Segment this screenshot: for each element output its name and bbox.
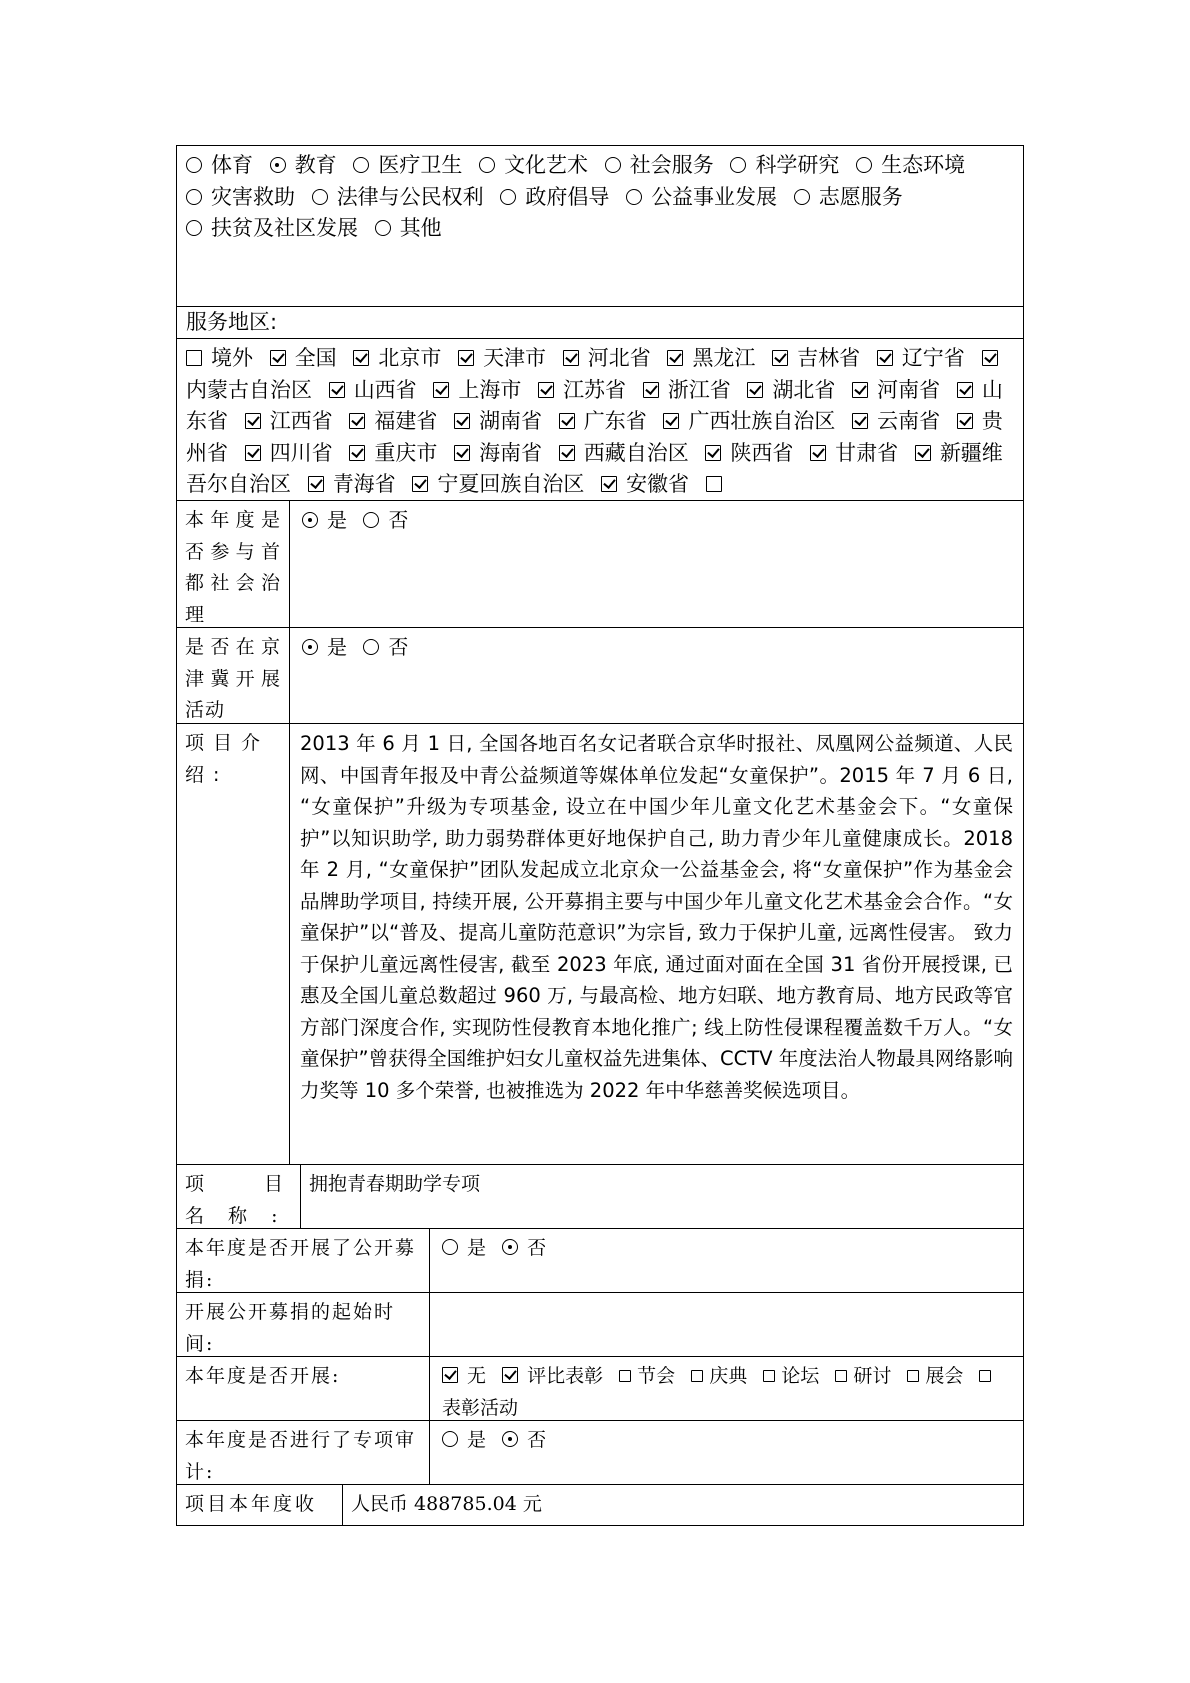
region-option-14[interactable]: 河南省	[852, 378, 940, 402]
checkbox-icon	[979, 1370, 991, 1382]
region-option-32[interactable]: 安徽省	[601, 472, 689, 496]
region-option-19[interactable]: 广东省	[559, 409, 647, 433]
region-option-28[interactable]: 甘肃省	[810, 441, 898, 465]
region-option-31[interactable]: 宁夏回族自治区	[412, 472, 584, 496]
special-audit-no[interactable]: 否	[502, 1429, 546, 1451]
category-option-3[interactable]: 文化艺术	[479, 153, 588, 177]
fundraising-start-row	[177, 1292, 1023, 1356]
region-option-33[interactable]	[706, 472, 731, 496]
region-option-22[interactable]: 贵州省	[186, 409, 1003, 465]
capital-governance-label: 本年度是否参与首都社会治理	[177, 501, 290, 627]
radio-selected-icon	[302, 512, 318, 528]
checkbox-checked-icon	[915, 445, 931, 461]
public-fundraising-options	[430, 1229, 1023, 1292]
checkbox-checked-icon	[245, 445, 261, 461]
category-option-5[interactable]: 科学研究	[730, 153, 839, 177]
jingjinji-options	[290, 628, 1023, 723]
category-option-4[interactable]: 社会服务	[605, 153, 714, 177]
public-fundraising-no[interactable]: 否	[502, 1237, 546, 1259]
region-option-9[interactable]: 山西省	[329, 378, 417, 402]
category-option-1[interactable]: 教育	[270, 153, 337, 177]
radio-icon	[353, 157, 369, 173]
public-fundraising-label: 本年度是否开展了公开募捐:	[177, 1229, 430, 1292]
checkbox-checked-icon	[433, 382, 449, 398]
region-option-0[interactable]: 境外	[186, 346, 253, 370]
checkbox-checked-icon	[852, 382, 868, 398]
region-option-12[interactable]: 浙江省	[643, 378, 731, 402]
category-option-13[interactable]: 其他	[375, 216, 442, 240]
checkbox-checked-icon	[705, 445, 721, 461]
checkbox-checked-icon	[663, 413, 679, 429]
checkbox-checked-icon	[559, 413, 575, 429]
radio-icon	[442, 1239, 458, 1255]
region-option-23[interactable]: 四川省	[245, 441, 333, 465]
category-option-0[interactable]: 体育	[186, 153, 253, 177]
form-table	[176, 145, 1024, 1526]
project-name-value: 拥抱青春期助学专项	[309, 1173, 481, 1195]
category-option-8[interactable]: 法律与公民权利	[312, 185, 484, 209]
public-fundraising-yes[interactable]: 是	[442, 1237, 486, 1259]
activities-row	[177, 1356, 1023, 1420]
region-option-13[interactable]: 湖北省	[747, 378, 835, 402]
activity-option-6[interactable]: 展会	[907, 1365, 963, 1387]
checkbox-checked-icon	[559, 445, 575, 461]
activities-label: 本年度是否开展:	[177, 1357, 430, 1420]
radio-selected-icon	[302, 639, 318, 655]
region-option-1[interactable]: 全国	[270, 346, 337, 370]
checkbox-checked-icon	[852, 413, 868, 429]
radio-icon	[363, 512, 379, 528]
intro-text: 2013 年 6 月 1 日, 全国各地百名女记者联合京华时报社、凤凰网公益频道、人民网、中国青年报及中青公益频道等媒体单位发起“女童保护”。2015 年 7 月 6 日, “女童保护”升级为专项基金, 设立在中国少年儿童文化艺术基金会下。“女童保护”以知识助学, 助力弱势群体更好地保护自己, 助力青少年儿童健康成长。2018 年 2 月, “女童保护”团队发起成立北京众一公益基金会, 将“女童保护”作为基金会品牌助学项目, 持续开展, 公开募捐主要与中国少年儿童文化艺术基金会合作。“女童保护”以“普及、提高儿童防范意识”为宗旨, 致力于保护儿童, 远离性侵害。 致力于保护儿童远离性侵害, 截至 2023 年底, 通过面对面在全国 31 省份开展授课, 已惠及全国儿童总数超过 960 万, 与最高检、地方妇联、地方教育局、地方民政等官方部门深度合作, 实现防性侵教育本地化推广; 线上防性侵课程覆盖数千万人。“女童保护”曾获得全国维护妇女儿童权益先进集体、CCTV 年度法治人物最具网络影响力奖等 10 多个荣誉, 也被推选为 2022 年中华慈善奖候选项目。	[300, 732, 1013, 1102]
checkbox-icon	[186, 350, 202, 366]
checkbox-checked-icon	[329, 382, 345, 398]
checkbox-icon	[907, 1370, 919, 1382]
region-option-4[interactable]: 河北省	[563, 346, 651, 370]
region-option-16[interactable]: 江西省	[245, 409, 333, 433]
jingjinji-no[interactable]: 否	[363, 635, 408, 659]
radio-icon	[605, 157, 621, 173]
checkbox-checked-icon	[957, 382, 973, 398]
category-option-9[interactable]: 政府倡导	[500, 185, 609, 209]
checkbox-checked-icon	[982, 350, 998, 366]
special-audit-row	[177, 1420, 1023, 1484]
category-option-10[interactable]: 公益事业发展	[626, 185, 777, 209]
category-option-12[interactable]: 扶贫及社区发展	[186, 216, 358, 240]
category-option-6[interactable]: 生态环境	[856, 153, 965, 177]
activity-option-1[interactable]: 评比表彰	[502, 1365, 603, 1387]
special-audit-options	[430, 1421, 1023, 1484]
region-option-10[interactable]: 上海市	[433, 378, 521, 402]
checkbox-checked-icon	[442, 1367, 458, 1383]
region-option-2[interactable]: 北京市	[353, 346, 441, 370]
checkbox-checked-icon	[349, 445, 365, 461]
region-option-8[interactable]: 内蒙古自治区	[186, 346, 1007, 402]
radio-selected-icon	[502, 1431, 518, 1447]
intro-row	[177, 723, 1023, 1164]
activity-option-2[interactable]: 节会	[619, 1365, 675, 1387]
category-option-2[interactable]: 医疗卫生	[353, 153, 462, 177]
region-option-30[interactable]: 青海省	[308, 472, 396, 496]
checkbox-checked-icon	[747, 382, 763, 398]
checkbox-checked-icon	[245, 413, 261, 429]
checkbox-checked-icon	[308, 476, 324, 492]
income-row	[177, 1484, 1023, 1525]
region-option-24[interactable]: 重庆市	[349, 441, 437, 465]
activity-option-3[interactable]: 庆典	[691, 1365, 747, 1387]
radio-icon	[856, 157, 872, 173]
activity-option-4[interactable]: 论坛	[763, 1365, 819, 1387]
checkbox-checked-icon	[270, 350, 286, 366]
checkbox-checked-icon	[349, 413, 365, 429]
radio-icon	[186, 220, 202, 236]
regions-row	[177, 338, 1023, 500]
checkbox-icon	[619, 1370, 631, 1382]
radio-icon	[730, 157, 746, 173]
activity-option-5[interactable]: 研讨	[835, 1365, 891, 1387]
checkbox-checked-icon	[667, 350, 683, 366]
category-option-11[interactable]: 志愿服务	[794, 185, 903, 209]
checkbox-checked-icon	[877, 350, 893, 366]
radio-icon	[363, 639, 379, 655]
checkbox-checked-icon	[458, 350, 474, 366]
region-option-29[interactable]: 新疆维吾尔自治区	[186, 440, 1003, 496]
checkbox-checked-icon	[563, 350, 579, 366]
special-audit-label: 本年度是否进行了专项审计:	[177, 1421, 430, 1484]
region-option-15[interactable]: 山东省	[186, 377, 1003, 433]
radio-icon	[479, 157, 495, 173]
checkbox-icon	[706, 476, 722, 492]
region-option-25[interactable]: 海南省	[454, 441, 542, 465]
region-option-18[interactable]: 湖南省	[454, 409, 542, 433]
region-option-17[interactable]: 福建省	[349, 409, 437, 433]
income-label: 项目本年度收	[177, 1485, 343, 1525]
radio-icon	[375, 220, 391, 236]
checkbox-icon	[763, 1370, 775, 1382]
radio-icon	[794, 189, 810, 205]
region-option-3[interactable]: 天津市	[458, 346, 546, 370]
income-value: 人民币 488785.04 元	[351, 1493, 542, 1515]
checkbox-checked-icon	[454, 413, 470, 429]
checkbox-checked-icon	[353, 350, 369, 366]
radio-icon	[312, 189, 328, 205]
region-option-7[interactable]: 辽宁省	[877, 346, 965, 370]
intro-label: 项目介绍:	[177, 724, 290, 1164]
jingjinji-label: 是否在京津冀开展活动	[177, 628, 290, 723]
activities-options	[430, 1357, 1023, 1420]
jingjinji-yes[interactable]: 是	[302, 635, 347, 659]
checkbox-checked-icon	[772, 350, 788, 366]
fundraising-start-value[interactable]	[430, 1293, 1023, 1356]
region-option-11[interactable]: 江苏省	[538, 378, 626, 402]
region-option-27[interactable]: 陕西省	[705, 441, 793, 465]
region-option-26[interactable]: 西藏自治区	[559, 441, 689, 465]
checkbox-checked-icon	[957, 413, 973, 429]
radio-icon	[626, 189, 642, 205]
capital-governance-yes[interactable]: 是	[302, 508, 347, 532]
fundraising-start-label: 开展公开募捐的起始时间:	[177, 1293, 430, 1356]
radio-icon	[442, 1431, 458, 1447]
region-options	[177, 339, 1023, 500]
radio-icon	[500, 189, 516, 205]
capital-governance-options	[290, 501, 1023, 627]
checkbox-checked-icon	[538, 382, 554, 398]
checkbox-checked-icon	[601, 476, 617, 492]
region-option-5[interactable]: 黑龙江	[667, 346, 755, 370]
radio-selected-icon	[502, 1239, 518, 1255]
project-form	[176, 145, 1024, 1526]
region-option-21[interactable]: 云南省	[852, 409, 940, 433]
radio-icon	[186, 157, 202, 173]
service-area-label-row	[177, 306, 1023, 338]
category-row	[177, 146, 1023, 306]
service-area-label: 服务地区:	[186, 310, 278, 334]
region-option-20[interactable]: 广西壮族自治区	[663, 409, 835, 433]
activity-option-0[interactable]: 无	[442, 1365, 486, 1387]
public-fundraising-row	[177, 1228, 1023, 1292]
capital-governance-no[interactable]: 否	[363, 508, 408, 532]
checkbox-checked-icon	[502, 1367, 518, 1383]
special-audit-yes[interactable]: 是	[442, 1429, 486, 1451]
checkbox-checked-icon	[810, 445, 826, 461]
checkbox-icon	[691, 1370, 703, 1382]
region-option-6[interactable]: 吉林省	[772, 346, 860, 370]
category-option-7[interactable]: 灾害救助	[186, 185, 295, 209]
project-name-row	[177, 1164, 1023, 1228]
checkbox-checked-icon	[643, 382, 659, 398]
activity-option-7[interactable]: 表彰活动	[442, 1365, 997, 1419]
checkbox-checked-icon	[454, 445, 470, 461]
checkbox-checked-icon	[412, 476, 428, 492]
category-options	[177, 146, 1023, 306]
capital-governance-row	[177, 500, 1023, 627]
checkbox-icon	[835, 1370, 847, 1382]
radio-icon	[186, 189, 202, 205]
radio-selected-icon	[270, 157, 286, 173]
project-name-label: 项 目 名 称 :	[177, 1165, 301, 1228]
jingjinji-row	[177, 627, 1023, 723]
